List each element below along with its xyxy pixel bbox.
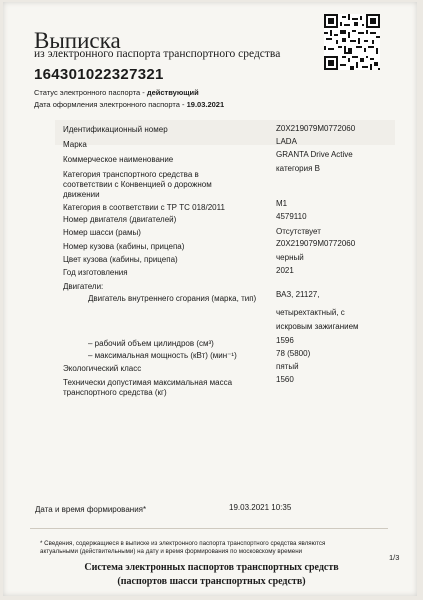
brand-value: LADA — [276, 137, 297, 146]
vin-value: Z0X219079M0772060 — [276, 124, 356, 133]
issue-date-value: 19.03.2021 — [186, 100, 225, 109]
max-mass-label-2: транспортного средства (кг) — [63, 388, 167, 397]
max-mass-value: 1560 — [276, 375, 294, 384]
year-value: 2021 — [276, 266, 294, 275]
engine-number-label: Номер двигателя (двигателей) — [63, 215, 177, 224]
power-value: 78 (5800) — [276, 349, 311, 358]
ice-value-3: искровым зажиганием — [276, 322, 359, 331]
category-tr-label: Категория в соответствии с ТР ТС 018/2011 — [63, 203, 225, 212]
system-name-line-1: Система электронных паспортов транспортных средств — [84, 562, 339, 573]
document-title: Выписка — [34, 28, 121, 53]
footer-divider — [30, 528, 388, 529]
category-label-3: движении — [63, 190, 100, 199]
page-number: 1/3 — [389, 553, 400, 562]
eco-class-value: пятый — [276, 362, 299, 371]
body-color-label: Цвет кузова (кабины, прицепа) — [63, 255, 178, 264]
issue-date-line — [34, 100, 224, 109]
displacement-label: – рабочий объем цилиндров (см³) — [88, 339, 214, 348]
category-label-2: соответствии с Конвенцией о дорожном — [63, 180, 212, 189]
vin-label: Идентификационный номер — [63, 125, 168, 134]
brand-label: Марка — [63, 140, 87, 149]
commercial-name-label: Коммерческое наименование — [63, 155, 174, 164]
ice-value-1: ВАЗ, 21127, — [276, 290, 320, 299]
formed-label: Дата и время формирования* — [35, 505, 147, 514]
status-value: действующий — [146, 88, 199, 97]
displacement-value: 1596 — [276, 336, 294, 345]
power-label: – максимальная мощность (кВт) (мин⁻¹) — [88, 351, 237, 360]
body-number-value: Z0X219079M0772060 — [276, 239, 356, 248]
category-tr-value: M1 — [276, 199, 288, 208]
year-label: Год изготовления — [63, 268, 128, 277]
qr-code — [324, 14, 380, 70]
max-mass-label-1: Технически допустимая максимальная масса — [63, 378, 233, 387]
chassis-number-value: Отсутствует — [276, 227, 321, 236]
status-line — [34, 88, 199, 97]
issue-date-label: Дата оформления электронного паспорта - — [34, 100, 187, 109]
engine-number-value: 4579110 — [276, 212, 307, 221]
footnote-line-1: * Сведения, содержащиеся в выписке из электронного паспорта транспортного средства являются — [40, 540, 326, 547]
ice-value-2: четырехтактный, с — [276, 308, 345, 317]
document-subtitle: из электронного паспорта транспортного средства — [34, 48, 281, 60]
system-name-line-2: (паспортов шасси транспортных средств) — [117, 576, 306, 587]
footnote-line-2: актуальными (действительными) на дату и время формирования по московскому времени — [40, 548, 303, 555]
ice-label: Двигатель внутреннего сгорания (марка, тип) — [88, 294, 257, 303]
commercial-name-value: GRANTA Drive Active — [276, 150, 353, 159]
category-label-1: Категория транспортного средства в — [63, 170, 199, 179]
engines-heading: Двигатели: — [63, 282, 104, 291]
eco-class-label: Экологический класс — [63, 364, 142, 373]
body-color-value: черный — [276, 253, 304, 262]
status-label: Статус электронного паспорта - — [34, 88, 147, 97]
category-value: категория B — [276, 164, 320, 173]
formed-value: 19.03.2021 10:35 — [229, 503, 292, 512]
passport-number: 164301022327321 — [34, 66, 164, 83]
chassis-number-label: Номер шасси (рамы) — [63, 228, 141, 237]
body-number-label: Номер кузова (кабины, прицепа) — [63, 242, 185, 251]
